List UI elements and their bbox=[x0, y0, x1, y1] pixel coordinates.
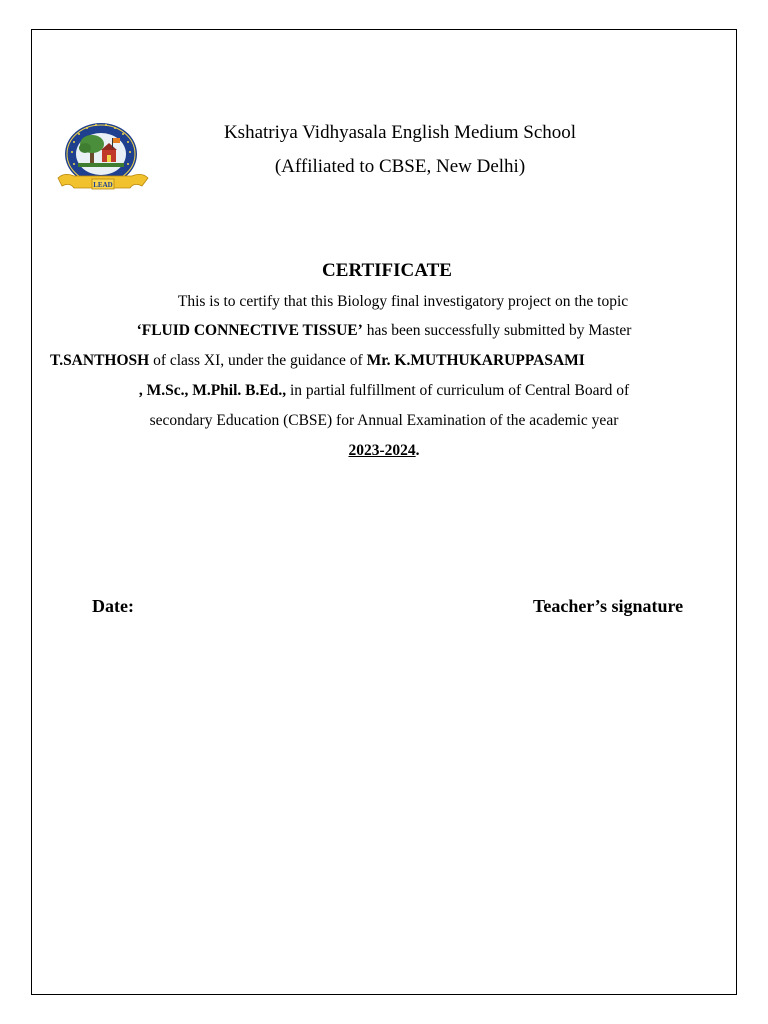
school-name: Kshatriya Vidhyasala English Medium School bbox=[223, 122, 577, 143]
curriculum-text: in partial fulfillment of curriculum of Central Board of bbox=[286, 382, 630, 399]
certificate-line-3 bbox=[50, 351, 738, 371]
certificate-title: CERTIFICATE bbox=[322, 260, 452, 281]
school-crest-icon bbox=[54, 120, 152, 200]
certificate-line-2 bbox=[40, 321, 728, 341]
teacher-name: Mr. K.MUTHUKARUPPASAMI bbox=[366, 352, 585, 369]
teacher-signature-label: Teacher’s signature bbox=[533, 596, 684, 616]
project-topic: ‘FLUID CONNECTIVE TISSUE’ bbox=[136, 322, 363, 339]
student-name: T.SANTHOSH bbox=[50, 352, 150, 369]
certificate-line-1 bbox=[40, 292, 728, 312]
certificate-line-6 bbox=[40, 441, 728, 461]
school-affiliation: (Affiliated to CBSE, New Delhi) bbox=[274, 156, 526, 177]
certificate-line-5 bbox=[40, 411, 728, 431]
examination-text: secondary Education (CBSE) for Annual Examination of the academic year bbox=[149, 412, 619, 429]
class-guidance-text: of class XI, under the guidance of bbox=[149, 352, 367, 369]
academic-year-period: . bbox=[415, 442, 420, 459]
teacher-degrees: , M.Sc., M.Phil. B.Ed., bbox=[138, 382, 287, 399]
certificate-line-4 bbox=[40, 381, 728, 401]
svg-text:LEAD: LEAD bbox=[93, 181, 113, 189]
submission-text: has been successfully submitted by Master bbox=[362, 322, 632, 339]
certify-statement: This is to certify that this Biology final investigatory project on the topic bbox=[177, 293, 629, 310]
date-label: Date: bbox=[92, 596, 134, 616]
academic-year: 2023-2024 bbox=[348, 442, 416, 459]
